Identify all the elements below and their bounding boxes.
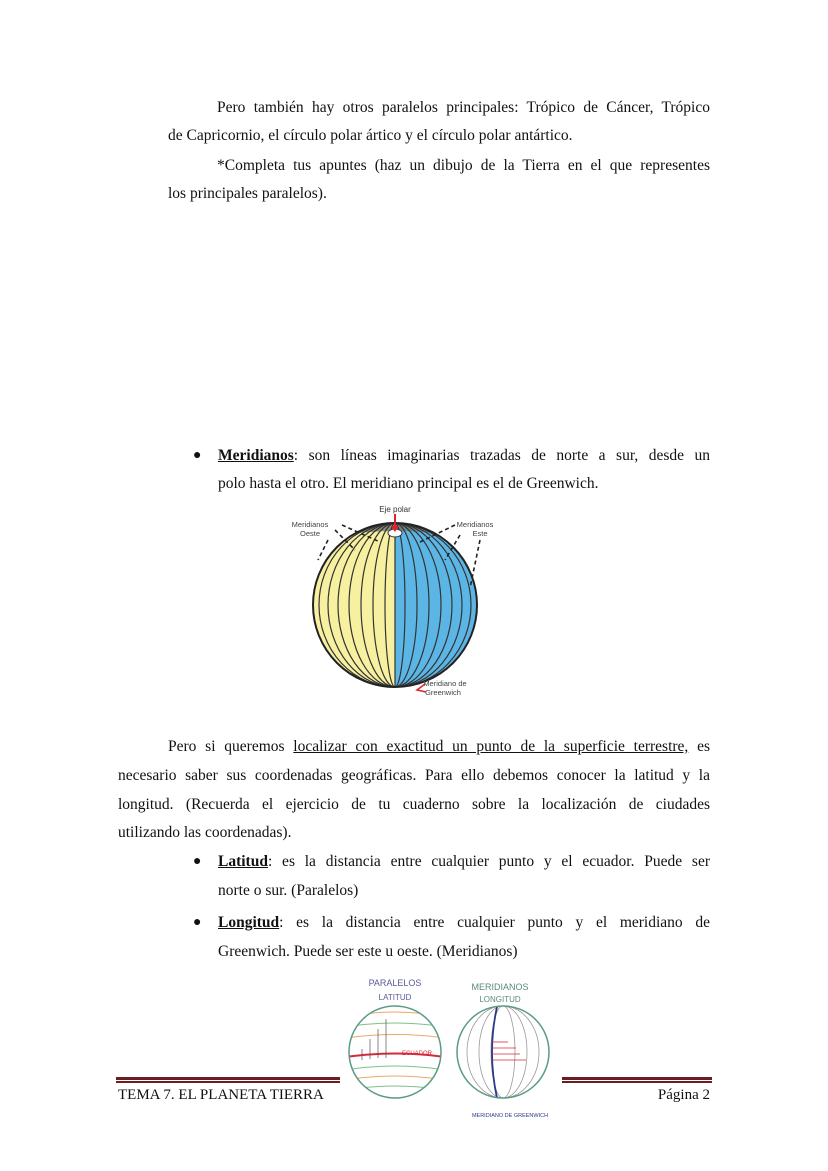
meridianos-oeste-label: Meridianos [291, 520, 329, 529]
longitud-line [218, 913, 710, 933]
ecuador-label: ECUADOR [402, 1051, 433, 1057]
intro-line: de Capricornio, el círculo polar ártico y el círculo polar antártico. [168, 127, 573, 144]
intro-line [217, 156, 710, 176]
meridianos-oeste-label: Oeste [299, 529, 321, 538]
coords-line: longitud. (Recuerda el ejercicio de tu cuaderno sobre la localización de ciudades [118, 796, 710, 813]
meridianos-text: : son líneas imaginarias trazadas de norte a sur, desde un [293, 447, 710, 464]
latitud-line: norte o sur. (Paralelos) [218, 882, 359, 899]
coords-text: Pero si queremos [168, 738, 294, 755]
latitud-line [218, 852, 710, 872]
footer-page-number: Página 2 [657, 1087, 710, 1103]
meridianos-line: polo hasta el otro. El meridiano principal es el de Greenwich. [218, 475, 599, 492]
coords-line: necesario saber sus coordenadas geográficas. Para ello debemos conocer la latitud y la [118, 767, 710, 784]
greenwich-label: Greenwich [425, 688, 461, 697]
latitud-label: LATITUD [378, 993, 412, 1002]
greenwich-fig-label: MERIDIANO DE GREENWICH [471, 1113, 549, 1119]
coords-line [168, 737, 710, 757]
coords-underlined: localizar con exactitud un punto de la superficie terrestre, [293, 738, 689, 755]
greenwich-label: Meridiano de [423, 679, 467, 688]
meridianos-fig-label: MERIDIANOS [471, 982, 529, 992]
meridianos-line [218, 446, 710, 466]
intro-line-text: *Completa tus apuntes (haz un dibujo de la Tierra en el que represente [217, 157, 704, 174]
bullet: ● [193, 915, 202, 930]
intro-line: Pero también hay otros paralelos principales: Trópico de Cáncer, Trópico [217, 99, 710, 116]
meridianos-este-label: Meridianos [456, 520, 494, 529]
coords-line: utilizando las coordenadas). [118, 824, 292, 841]
intro-line: los principales paralelos). [168, 185, 327, 202]
eje-polar-label: Eje polar [379, 505, 411, 514]
meridians-globe-figure [280, 500, 510, 700]
latitud-text: : es la distancia entre cualquier punto y el ecuador. Puede ser [267, 853, 710, 870]
latitud-term: Latitud [218, 853, 268, 870]
longitud-line: Greenwich. Puede ser este u oeste. (Meridianos) [218, 943, 518, 960]
bullet: ● [193, 448, 202, 463]
longitud-text: : es la distancia entre cualquier punto y el meridiano de [279, 914, 710, 931]
intro-line-end: s [703, 157, 710, 174]
bullet: ● [193, 854, 202, 869]
longitud-term: Longitud [218, 914, 280, 931]
coords-text: es [688, 738, 710, 755]
lat-lon-figure [340, 972, 562, 1124]
meridianos-este-label: Este [472, 529, 488, 538]
paralelos-label: PARALELOS [368, 978, 422, 988]
footer-title: TEMA 7. EL PLANETA TIERRA [118, 1087, 324, 1103]
meridianos-term: Meridianos [218, 447, 294, 464]
longitud-fig-label: LONGITUD [479, 995, 521, 1004]
